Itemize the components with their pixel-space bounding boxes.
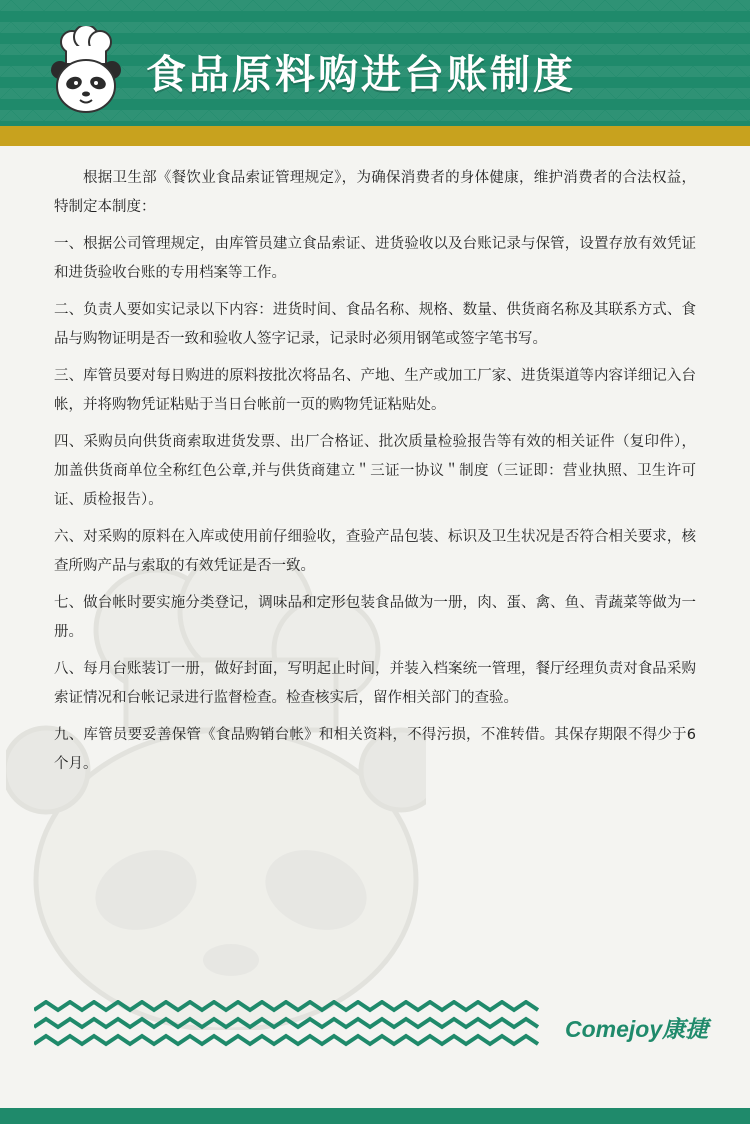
list-item: 四、采购员向供货商索取进货发票、出厂合格证、批次质量检验报告等有效的相关证件（复印件），加盖供货商单位全称红色公章,并与供货商建立＂三证一协议＂制度（三证即：营业执照、卫生许可证、质检报告）。 <box>54 434 696 508</box>
zigzag-decoration <box>34 1000 539 1052</box>
page-title: 食品原料购进台账制度 <box>146 51 576 98</box>
list-item: 六、对采购的原料在入库或使用前仔细验收，查验产品包装、标识及卫生状况是否符合相关要求，核查所购产品与索取的有效凭证是否一致。 <box>54 529 696 574</box>
list-item: 九、库管员要妥善保管《食品购销台帐》和相关资料，不得污损，不准转借。其保存期限不得少于6个月。 <box>54 727 696 772</box>
footer-bar <box>0 1108 750 1124</box>
list-item: 三、库管员要对每日购进的原料按批次将品名、产地、生产或加工厂家、进货渠道等内容详细记入台帐，并将购物凭证粘贴于当日台帐前一页的购物凭证粘贴处。 <box>54 368 696 413</box>
brand-latin: Comejoy <box>565 1016 663 1042</box>
brand-logo <box>565 1011 708 1044</box>
list-item: 七、做台帐时要实施分类登记，调味品和定形包装食品做为一册，肉、蛋、禽、鱼、青蔬菜等做为一册。 <box>54 595 696 640</box>
list-item: 二、负责人要如实记录以下内容：进货时间、食品名称、规格、数量、供货商名称及其联系方式、食品与购物证明是否一致和验收人签字记录，记录时必须用钢笔或签字笔书写。 <box>54 302 696 347</box>
regulation-text <box>54 164 696 787</box>
list-item: 一、根据公司管理规定，由库管员建立食品索证、进货验收以及台账记录与保管，设置存放有效凭证和进货验收台账的专用档案等工作。 <box>54 236 696 281</box>
panda-chef-icon <box>48 26 124 116</box>
list-item: 八、每月台账装订一册，做好封面，写明起止时间，并装入档案统一管理，餐厅经理负责对食品采购索证情况和台帐记录进行监督检查。检查核实后，留作相关部门的查验。 <box>54 661 696 706</box>
header-gold-stripe <box>0 126 750 146</box>
brand-chinese: 康捷 <box>662 1016 709 1042</box>
intro-paragraph: 根据卫生部《餐饮业食品索证管理规定》，为确保消费者的身体健康，维护消费者的合法权益，特制定本制度： <box>54 170 696 215</box>
